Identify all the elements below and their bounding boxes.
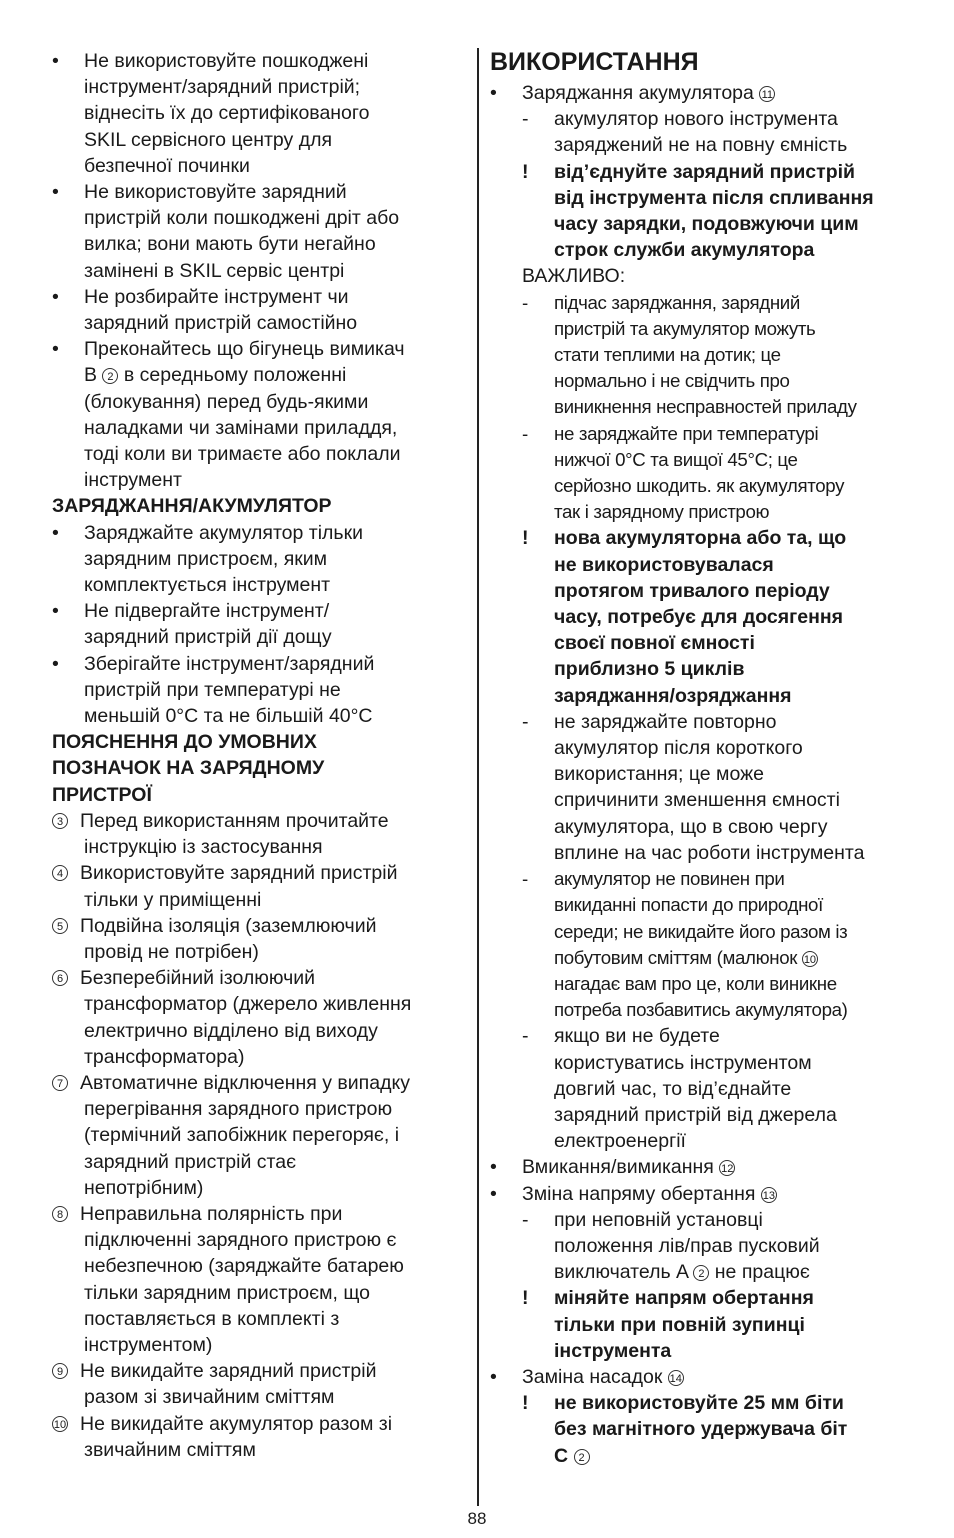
text-line: тільки зарядним пристроєм, що [84, 1281, 371, 1304]
text-line: 6 Безперебійний ізолюючий [52, 965, 472, 991]
text-line: • Не підвергайте інструмент/ [52, 598, 472, 624]
text-line: непотрібним) [84, 1176, 204, 1199]
text-line: вилка; вони мають бути негайно [84, 233, 376, 256]
list-item [52, 48, 472, 179]
text-line: - при неповній установці [490, 1207, 910, 1233]
text-line: поставляється в комплекті з [84, 1307, 340, 1330]
text-line: ЗАРЯДЖАННЯ/АКУМУЛЯТОР [52, 495, 332, 518]
text-line: • Не розбирайте інструмент чи [52, 284, 472, 310]
text-line: • Преконайтесь що бігунець вимикач [52, 336, 472, 362]
text-line: електрично відділено від виходу [84, 1019, 378, 1042]
list-item [490, 159, 910, 264]
warning-mark: ! [522, 160, 529, 183]
list-item [490, 1285, 910, 1364]
text-line: C 2 [490, 1443, 910, 1469]
text-line: зарядний пристрій самостійно [84, 312, 358, 335]
symbol-number-11: 11 [759, 86, 775, 102]
text-line: 5 Подвійна ізоляція (заземлюючий [52, 913, 472, 939]
text-line: (блокування) перед будь-якими [84, 390, 369, 413]
symbol-number-4: 4 [52, 865, 68, 881]
text-line: наладками чи замінами приладдя, [84, 416, 398, 439]
text-line: ВИКОРИСТАННЯ [490, 48, 699, 76]
text-line: так і зарядному пристрою [554, 501, 770, 523]
dash-mark: - [522, 868, 528, 890]
text-line: віднесіть їх до сертифікованого [84, 102, 370, 125]
warning-mark: ! [522, 1287, 529, 1310]
dash-mark: - [522, 422, 528, 444]
text-line: • Заряджання акумулятора 11 [490, 80, 910, 106]
text-line: акумулятора, що в свою чергу [554, 815, 828, 838]
text-line: заряджений не на повну ємність [554, 134, 848, 157]
bullet-icon: • [52, 600, 59, 623]
bullet-icon: • [52, 285, 59, 308]
text-line: приблизно 5 циклів [554, 658, 745, 681]
text-line: ПРИСТРОЇ [52, 783, 152, 806]
text-line: замінені в SKIL сервіс центрі [84, 259, 345, 282]
text-line: 4 Використовуйте зарядний пристрій [52, 860, 472, 886]
symbol-number-3: 3 [52, 813, 68, 829]
list-item [52, 284, 472, 336]
text-line: 9 Не викидайте зарядний пристрій [52, 1358, 472, 1384]
text-line: інструкцію із застосування [84, 836, 323, 859]
text-line: ! нова акумуляторна або та, що [490, 525, 910, 551]
text-line: трансформатор (джерело живлення [84, 993, 412, 1016]
text-line: - акумулятор не повинен при [490, 866, 910, 892]
warning-mark: ! [522, 527, 529, 550]
text-line: 10 Не викидайте акумулятор разом зі [53, 1412, 393, 1435]
text-line: довгий час, то від’єднайте [554, 1077, 792, 1100]
bullet-icon: • [52, 50, 59, 72]
text-line: 7 Автоматичне відключення у випадку [52, 1070, 472, 1096]
symbol-number-2: 2 [693, 1265, 709, 1281]
symbol-number-5: 5 [52, 918, 68, 934]
list-item [52, 598, 472, 650]
section-heading [52, 729, 472, 808]
list-item [52, 913, 472, 965]
text-line: виключатель A 2 не працює [554, 1261, 810, 1284]
text-line: тоді коли ви тримаєте або поклали [84, 443, 401, 466]
text-line: • Вмикання/вимикання 12 [490, 1154, 910, 1180]
text-line: без магнітного удержувача біт [554, 1418, 848, 1441]
dash-mark: - [522, 291, 528, 313]
list-item [490, 80, 910, 106]
list-item [490, 709, 910, 866]
text-line: 3 Перед використанням прочитайте [52, 808, 472, 834]
list-item [490, 1181, 910, 1207]
text-line: ВАЖЛИВО: [522, 265, 626, 288]
symbol-number-13: 13 [761, 1187, 777, 1203]
list-item [490, 1364, 910, 1390]
list-item [52, 1201, 472, 1358]
list-item [52, 179, 472, 284]
list-item [52, 1411, 472, 1463]
list-item [490, 290, 910, 421]
symbol-number-12: 12 [719, 1160, 735, 1176]
text-line: електроенергії [554, 1130, 686, 1153]
list-item [52, 808, 472, 860]
text-line: користуватись інструментом [554, 1051, 812, 1074]
list-item [52, 336, 472, 493]
bullet-icon: • [52, 181, 59, 204]
list-item [490, 106, 910, 158]
text-line: потреба позбавитись акумулятора) [554, 999, 848, 1021]
text-line: • Не використовуйте зарядний [52, 179, 472, 205]
text-line: трансформатора) [84, 1045, 245, 1068]
text-line: стати теплими на дотик; це [554, 344, 781, 366]
text-line: часу, потребує для досягення [554, 606, 844, 629]
text-line: • Заміна насадок 14 [490, 1364, 910, 1390]
text-line: • Заряджайте акумулятор тільки [52, 520, 472, 546]
page-number: 88 [467, 1509, 487, 1528]
text-line: (термічний запобіжник перегоряє, і [84, 1124, 400, 1147]
list-item [490, 1207, 910, 1286]
text-line: - акумулятор нового інструмента [490, 106, 910, 132]
text-line: перегрівання зарядного пристрою [84, 1098, 393, 1121]
text-line: - якщо ви не будете [490, 1023, 910, 1049]
text-line: часу зарядки, подовжуючи цим [554, 213, 859, 236]
symbol-number-7: 7 [52, 1075, 68, 1091]
list-item [490, 263, 910, 289]
text-line: виникнення несправностей приладу [554, 396, 857, 418]
text-line: небезпечною (заряджайте батарею [84, 1255, 404, 1278]
warning-mark: ! [522, 1392, 529, 1415]
text-line: інструментом) [84, 1333, 213, 1356]
text-line: • Зміна напряму обертання 13 [490, 1181, 910, 1207]
symbol-number-8: 8 [52, 1206, 68, 1222]
text-line: зарядний пристрій стає [84, 1150, 297, 1173]
left-column [52, 48, 472, 1463]
text-line: нормально і не свідчить про [554, 370, 790, 392]
text-line: 8 Неправильна полярність при [52, 1201, 472, 1227]
bullet-icon: • [490, 82, 497, 104]
text-line: разом зі звичайним сміттям [84, 1386, 335, 1409]
text-line: • Зберігайте інструмент/зарядний [52, 651, 472, 677]
text-line: строк служби акумулятора [554, 239, 815, 262]
bullet-icon: • [490, 1182, 497, 1205]
bullet-icon: • [490, 1365, 497, 1388]
bullet-icon: • [52, 338, 59, 361]
text-line: - не заряджайте при температурі [490, 421, 910, 447]
dash-mark: - [522, 710, 529, 733]
symbol-number-6: 6 [52, 970, 68, 986]
text-line: протягом тривалого періоду [554, 579, 830, 602]
text-line: зарядним пристроєм, яким [84, 547, 328, 570]
text-line: середи; не викидайте його разом із [554, 920, 848, 942]
text-line: - не заряджайте повторно [490, 709, 910, 735]
text-line: пристрій та акумулятор можуть [554, 317, 816, 339]
text-line: спричинити зменшення ємності [554, 789, 840, 812]
section-heading [52, 493, 472, 519]
list-item [490, 421, 910, 526]
text-line: своєї повної ємності [554, 632, 755, 655]
section-heading [490, 48, 910, 76]
text-line: ПОЯСНЕННЯ ДО УМОВНИХ [52, 731, 317, 754]
bullet-icon: • [490, 1156, 497, 1179]
text-line: пристрій при температурі не [84, 678, 341, 701]
text-line: викиданні попасти до природної [554, 894, 823, 916]
list-item [52, 520, 472, 599]
text-line: нижчої 0°C та вищої 45°C; це [554, 448, 798, 470]
text-line: ПОЗНАЧОК НА ЗАРЯДНОМУ [52, 757, 325, 780]
list-item [52, 860, 472, 912]
text-line: акумулятор після короткого [554, 737, 803, 760]
symbol-number-10: 10 [52, 1416, 68, 1432]
text-line: зарядний пристрій від джерела [554, 1103, 837, 1126]
text-line: інструмент [84, 469, 182, 492]
text-line: SKIL сервісного центру для [84, 128, 333, 151]
symbol-number-2: 2 [574, 1449, 590, 1465]
text-line: - підчас заряджання, зарядний [490, 290, 910, 316]
text-line: заряджання/озряджання [554, 684, 792, 707]
list-item [52, 651, 472, 730]
text-line: безпечної починки [84, 154, 250, 177]
text-line: ! міняйте напрям обертання [490, 1285, 910, 1311]
text-line: від інструмента після спливання [554, 186, 874, 209]
list-item [490, 525, 910, 708]
list-item [52, 1358, 472, 1410]
text-line: меньшій 0°C та не більшій 40°C [84, 705, 373, 728]
text-line: B 2 в середньому положенні [84, 364, 347, 387]
text-line: пристрій коли пошкоджені дріт або [84, 207, 400, 230]
text-line: • Не використовуйте пошкоджені [52, 48, 472, 74]
dash-mark: - [522, 108, 529, 131]
list-item [52, 1070, 472, 1201]
symbol-number-10: 10 [802, 951, 818, 967]
bullet-icon: • [52, 652, 59, 675]
text-line: ! не використовуйте 25 мм біти [490, 1390, 910, 1416]
dash-mark: - [522, 1025, 529, 1048]
text-line: серйозно шкодить. як акумулятору [554, 475, 845, 497]
column-divider [477, 48, 479, 1506]
text-line: тільки при повній зупинці [554, 1313, 805, 1336]
list-item [490, 1023, 910, 1154]
text-line: звичайним сміттям [84, 1438, 256, 1461]
list-item [490, 1390, 910, 1469]
text-line: підключенні зарядного пристрою є [84, 1229, 397, 1252]
text-line: інструмента [554, 1339, 672, 1362]
list-item [52, 965, 472, 1070]
text-line: провід не потрібен) [84, 940, 259, 963]
text-line: зарядний пристрій дії дощу [84, 626, 332, 649]
right-column [490, 48, 910, 1469]
list-item [490, 866, 910, 1023]
text-line: тільки у приміщенні [84, 888, 262, 911]
list-item [490, 1154, 910, 1180]
symbol-number-14: 14 [668, 1370, 684, 1386]
text-line: вплине на час роботи інструмента [554, 841, 865, 864]
text-line: ! від’єднуйте зарядний пристрій [490, 159, 910, 185]
text-line: інструмент/зарядний пристрій; [84, 76, 361, 99]
symbol-number-9: 9 [52, 1363, 68, 1379]
bullet-icon: • [52, 521, 59, 544]
dash-mark: - [522, 1208, 529, 1231]
text-line: положення лів/прав пусковий [554, 1234, 820, 1257]
symbol-number-2: 2 [102, 368, 118, 384]
text-line: використання; це може [554, 763, 764, 786]
text-line: нагадає вам про це, коли виникне [554, 972, 837, 994]
text-line: побутовим сміттям (малюнок 10 [554, 946, 817, 968]
text-line: не використовувалася [554, 553, 774, 576]
text-line: комплектується інструмент [84, 574, 331, 597]
